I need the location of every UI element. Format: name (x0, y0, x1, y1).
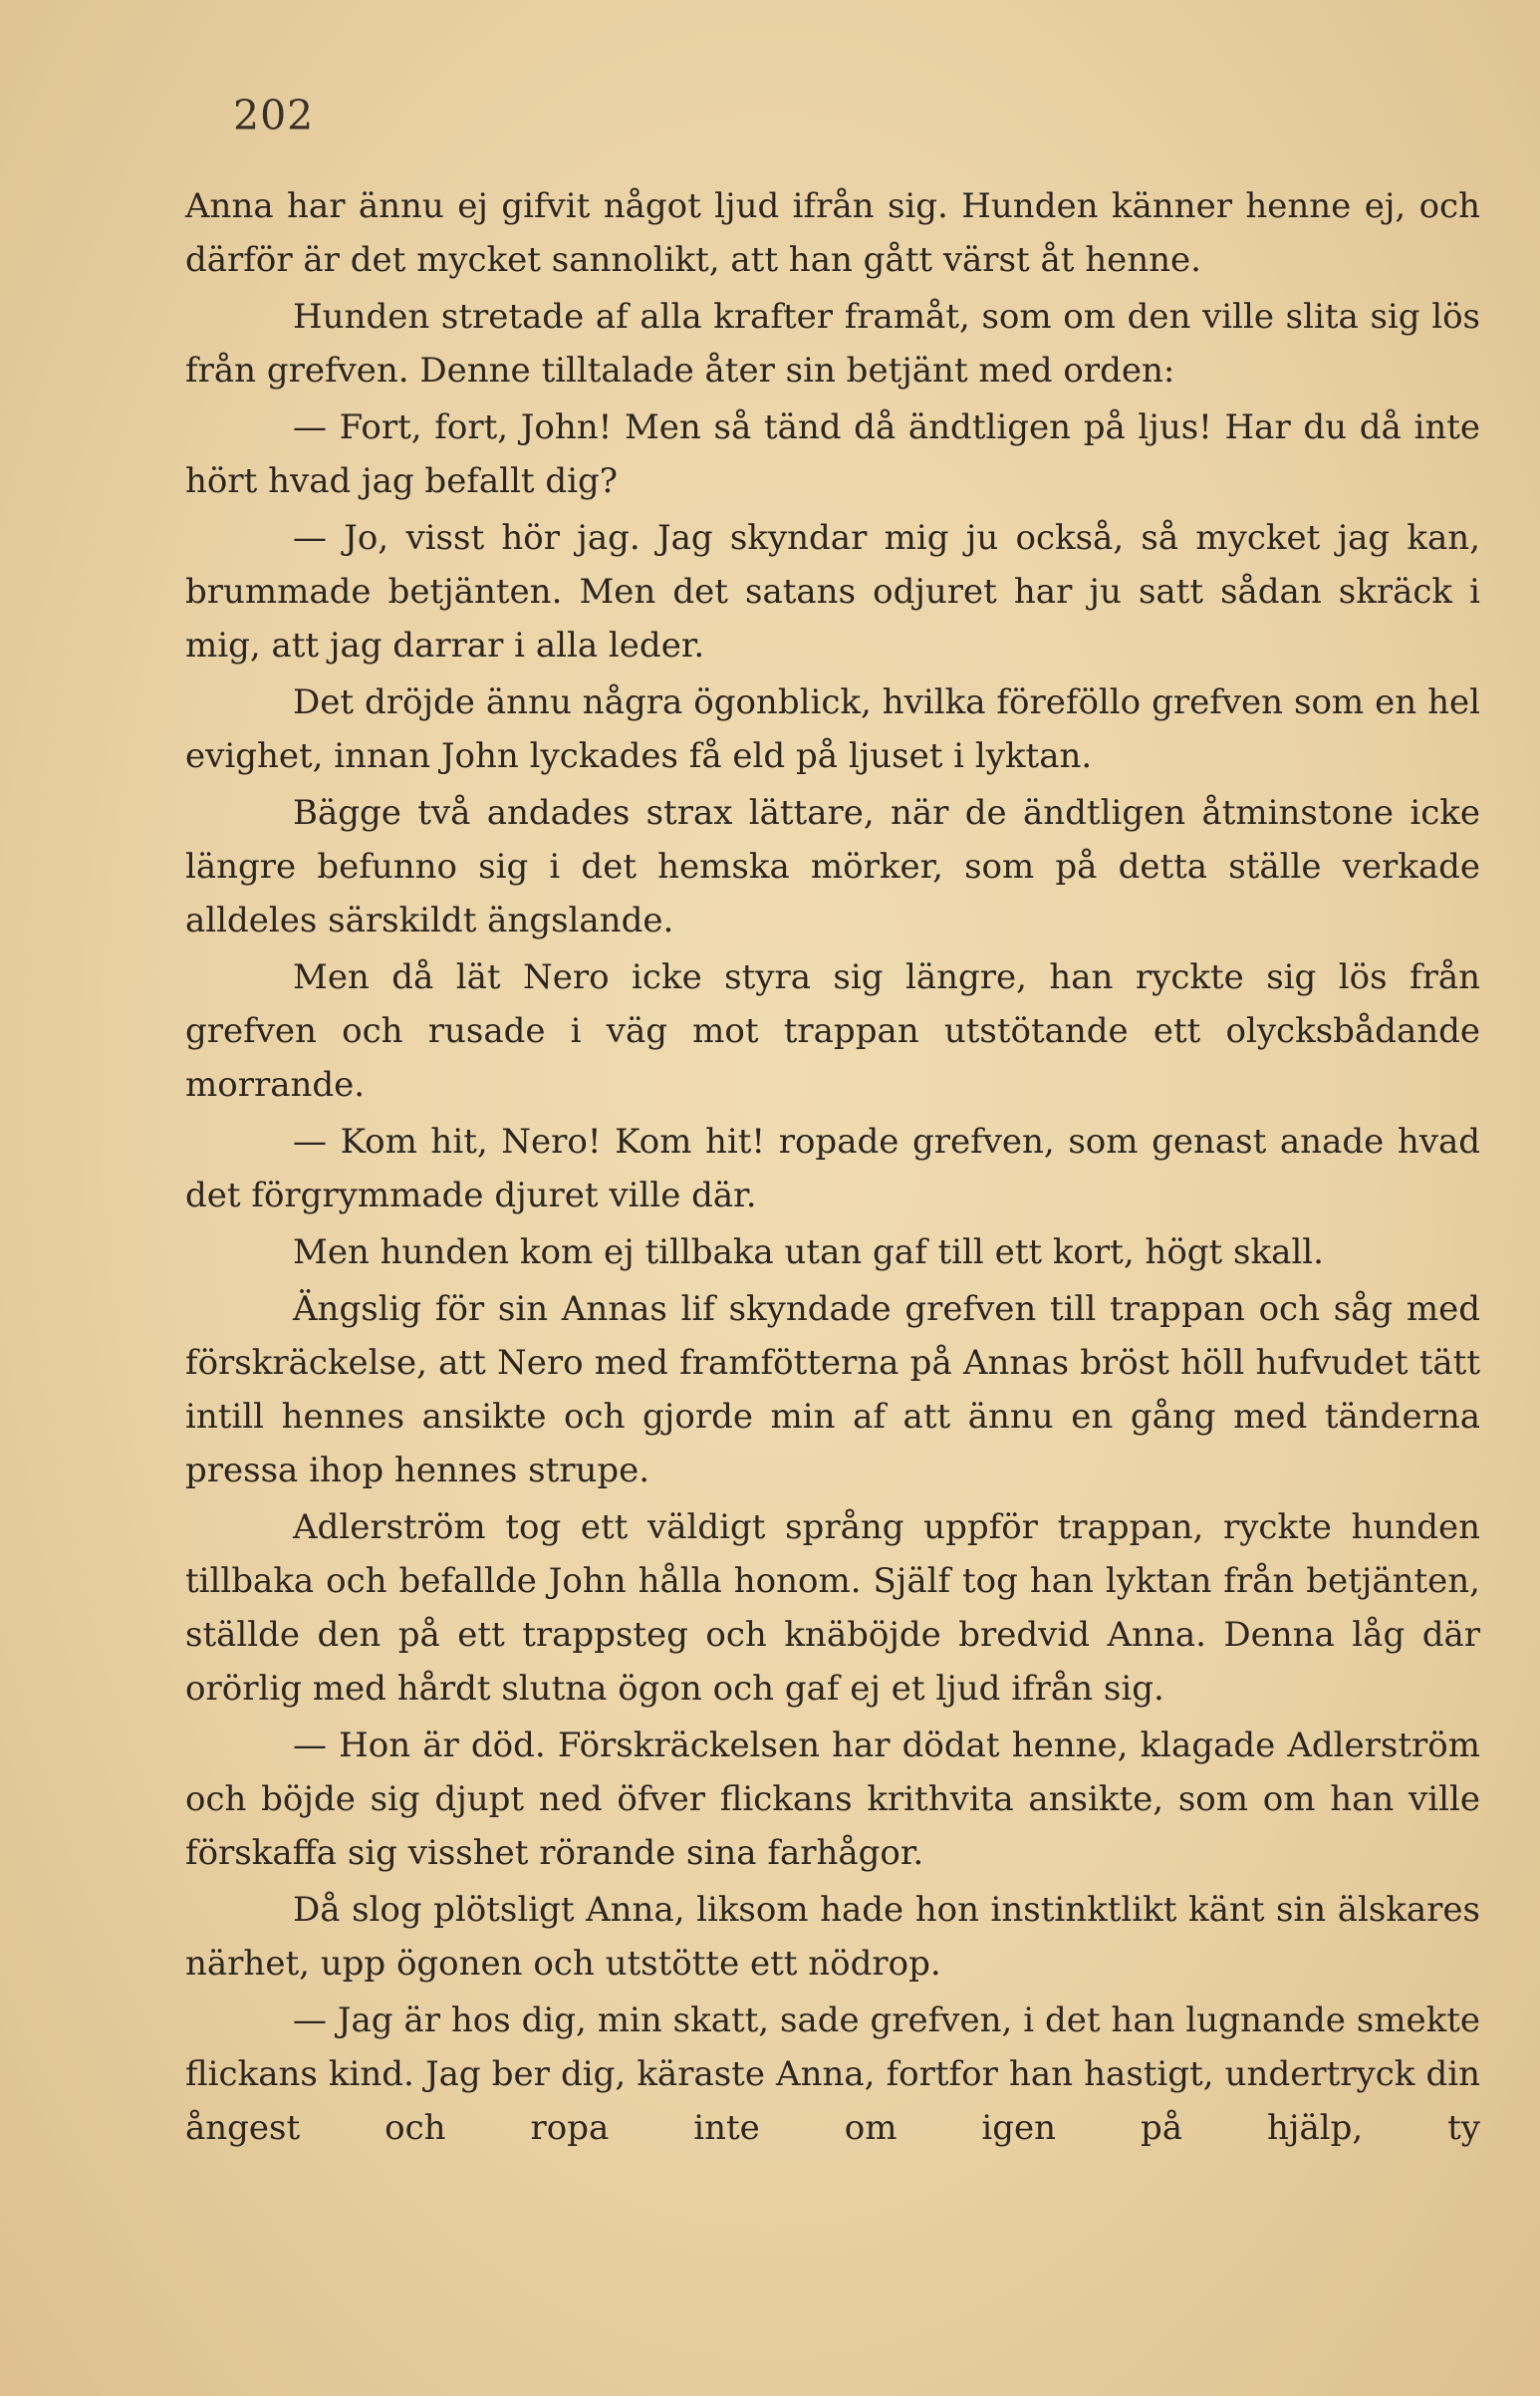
paragraph: Men hunden kom ej tillbaka utan gaf till ett kort, högt skall. (293, 1232, 1324, 1272)
paragraph: Bägge två andades strax lättare, när de ändtligen åtminstone icke längre befunno sig i det hemska mörker, som på detta ställe verkade alldeles särskildt ängslande. (185, 793, 1480, 940)
paragraph: — Hon är död. Förskräckelsen har dödat henne, klagade Adlerström och böjde sig djupt ned öfver flickans krithvita ansikte, som om han ville förskaffa sig visshet rörande sina farhågor. (185, 1726, 1480, 1873)
paragraph: Hunden stretade af alla krafter framåt, som om den ville slita sig lös från grefven. Denne tilltalade åter sin betjänt med orden: (185, 297, 1480, 391)
paragraph: — Jo, visst hör jag. Jag skyndar mig ju också, så mycket jag kan, brummade betjänten. Men det satans odjuret har ju satt sådan skräck i mig, att jag darrar i alla leder. (185, 518, 1480, 666)
paragraph: — Kom hit, Nero! Kom hit! ropade grefven, som genast anade hvad det förgrymmade djuret ville där. (185, 1122, 1480, 1215)
page-number: 202 (233, 92, 315, 139)
body-text (185, 179, 1480, 2158)
paragraph: — Fort, fort, John! Men så tänd då ändtligen på ljus! Har du då inte hört hvad jag befallt dig? (185, 407, 1480, 501)
paragraph: Adlerström tog ett väldigt språng uppför trappan, ryckte hunden tillbaka och befallde John hålla honom. Själf tog han lyktan från betjänten, ställde den på ett trappsteg och knäböjde bredvid Anna. Denna låg där orörlig med hårdt slutna ögon och gaf ej et ljud ifrån sig. (185, 1507, 1480, 1709)
paragraph: Då slog plötsligt Anna, liksom hade hon instinktlikt känt sin älskares närhet, upp ögonen och utstötte ett nödrop. (185, 1890, 1480, 1984)
paragraph: Det dröjde ännu några ögonblick, hvilka föreföllo grefven som en hel evighet, innan John lyckades få eld på ljuset i lyktan. (185, 682, 1480, 776)
paragraph: — Jag är hos dig, min skatt, sade grefven, i det han lugnande smekte flickans kind. Jag ber dig, käraste Anna, fortfor han hastigt, undertryck din ångest och ropa inte om igen på hjälp, ty (185, 2000, 1480, 2148)
paragraph: Ängslig för sin Annas lif skyndade grefven till trappan och såg med förskräckelse, att Nero med framfötterna på Annas bröst höll hufvudet tätt intill hennes ansikte och gjorde min af att ännu en gång med tänderna pressa ihop hennes strupe. (185, 1289, 1480, 1490)
paragraph: Anna har ännu ej gifvit något ljud ifrån sig. Hunden känner henne ej, och därför är det mycket sannolikt, att han gått värst åt henne. (185, 186, 1480, 280)
paragraph: Men då lät Nero icke styra sig längre, han ryckte sig lös från grefven och rusade i väg mot trappan utstötande ett olycksbådande morrande. (185, 957, 1480, 1105)
